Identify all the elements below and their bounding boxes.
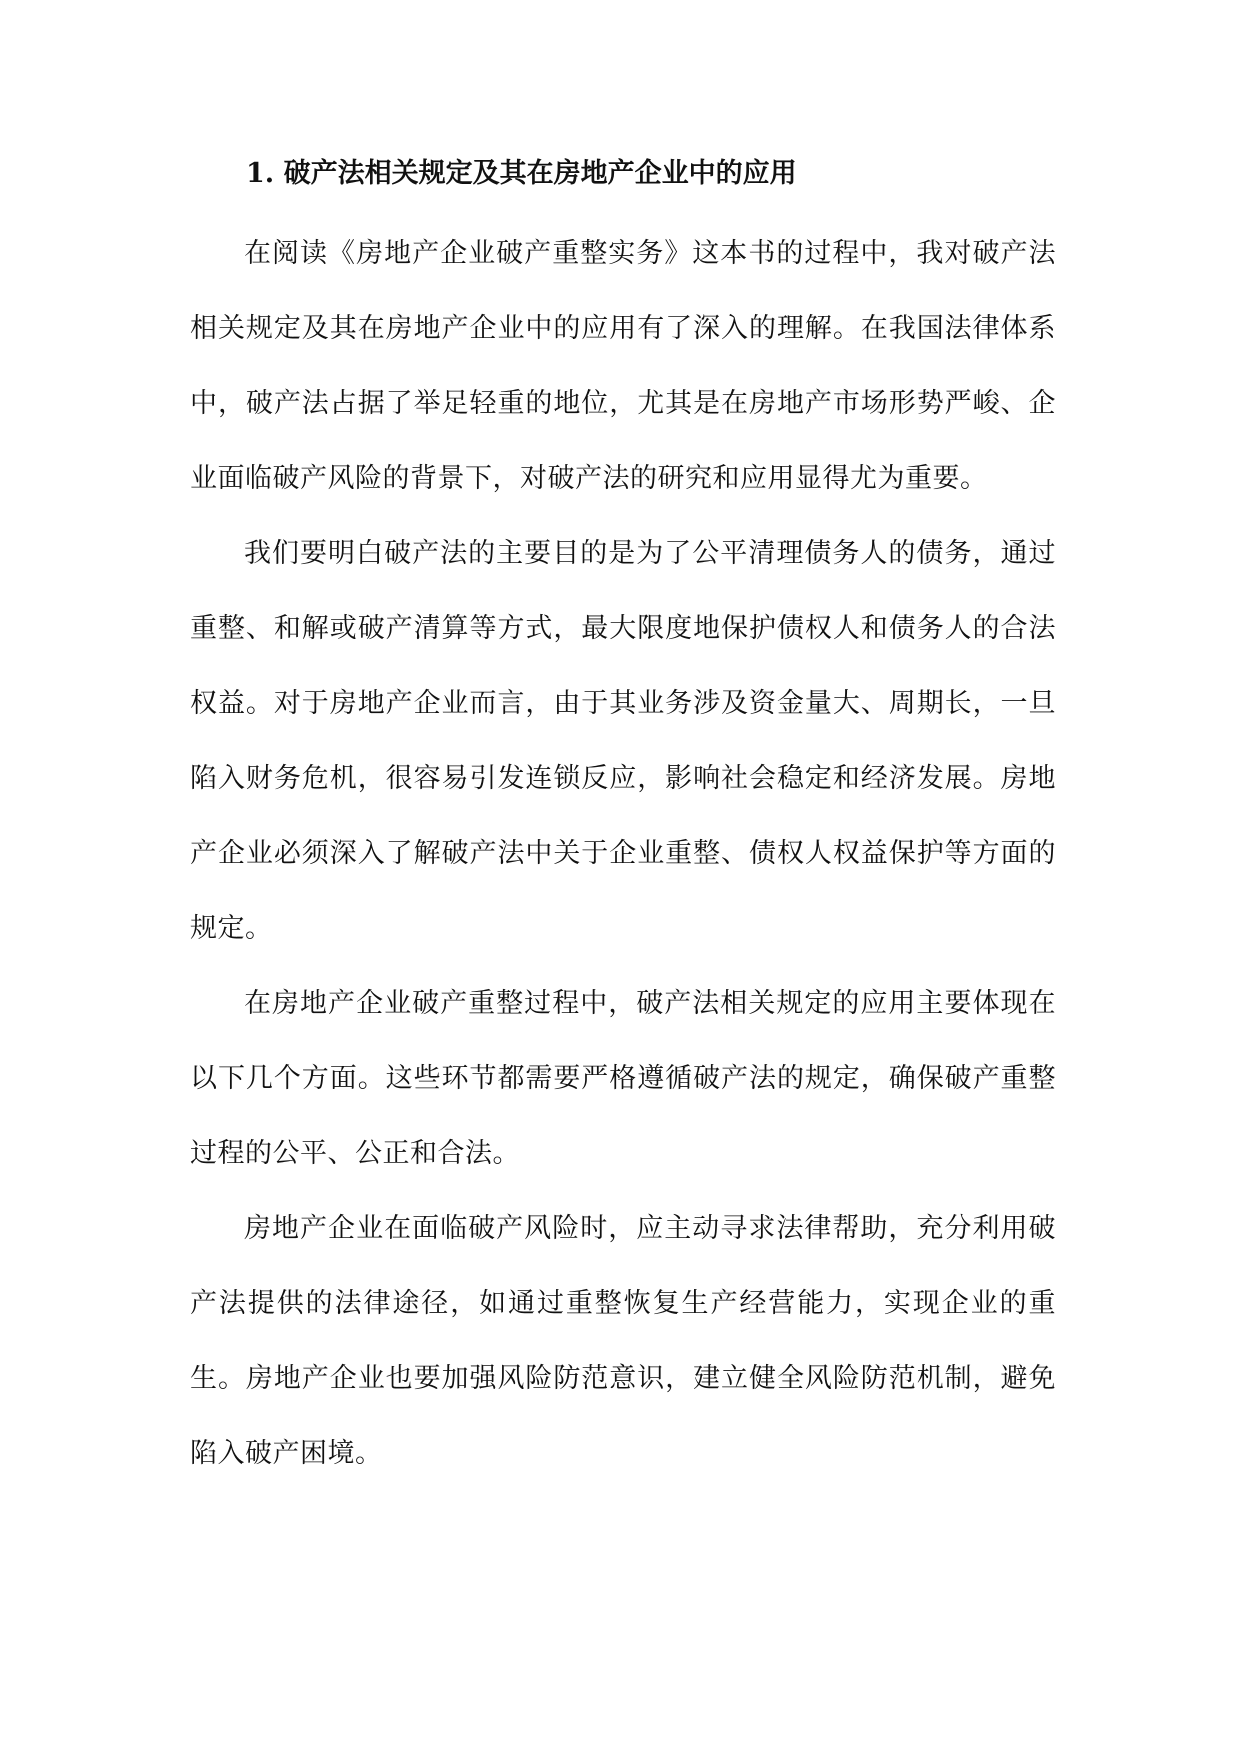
paragraph: 在房地产企业破产重整过程中，破产法相关规定的应用主要体现在以下几个方面。这些环节都需要严格遵循破产法的规定，确保破产重整过程的公平、公正和合法。 xyxy=(190,988,1056,1169)
paragraph: 房地产企业在面临破产风险时，应主动寻求法律帮助，充分利用破产法提供的法律途径，如通过重整恢复生产经营能力，实现企业的重生。房地产企业也要加强风险防范意识，建立健全风险防范机制，避免陷入破产困境。 xyxy=(190,1213,1056,1469)
section-heading: 1. 破产法相关规定及其在房地产企业中的应用 xyxy=(246,158,797,189)
paragraph: 在阅读《房地产企业破产重整实务》这本书的过程中，我对破产法相关规定及其在房地产企业中的应用有了深入的理解。在我国法律体系中，破产法占据了举足轻重的地位，尤其是在房地产市场形势严峻、企业面临破产风险的背景下，对破产法的研究和应用显得尤为重要。 xyxy=(190,238,1056,494)
body-text xyxy=(190,216,1056,1491)
paragraph: 我们要明白破产法的主要目的是为了公平清理债务人的债务，通过重整、和解或破产清算等方式，最大限度地保护债权人和债务人的合法权益。对于房地产企业而言，由于其业务涉及资金量大、周期长，一旦陷入财务危机，很容易引发连锁反应，影响社会稳定和经济发展。房地产企业必须深入了解破产法中关于企业重整、债权人权益保护等方面的规定。 xyxy=(190,538,1056,944)
